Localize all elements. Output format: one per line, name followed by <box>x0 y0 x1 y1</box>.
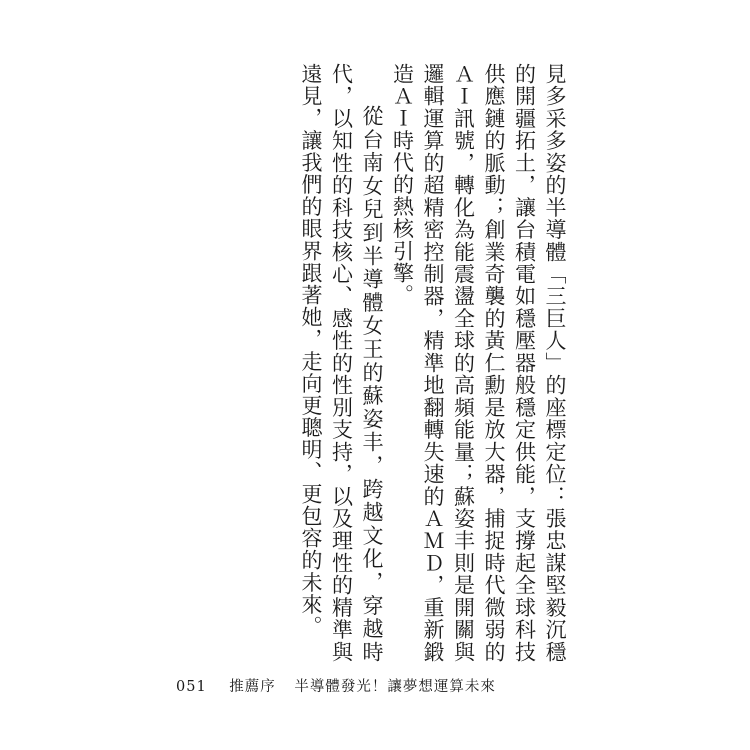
page-number: 051 <box>176 679 207 695</box>
running-title: 半導體發光！讓夢想運算未來 <box>294 679 496 695</box>
paragraph-2: 從台南女兒到半導體女王的蘇姿丰，跨越文化，穿越時代，以知性的科技核心、感性的性別支持，以及理性的精準與遠見，讓我們的眼界跟著她，走向更聰明、更包容的未來。 <box>299 63 384 663</box>
body-text <box>296 63 571 663</box>
page-footer <box>176 675 496 696</box>
paragraph-1: 見多采多姿的半導體「三巨人」的座標定位：張忠謀堅毅沉穩的開疆拓土，讓台積電如穩壓器般穩定供能，支撐起全球科技供應鏈的脈動；創業奇襲的黃仁勳是放大器，捕捉時代微弱的ＡＩ訊號，轉化為能震盪全球的高頻能量；蘇姿丰則是開關與邏輯運算的超精密控制器，精準地翻轉失速的ＡＭＤ，重新鍛造ＡＩ時代的熱核引擎。 <box>390 63 567 663</box>
section-label: 推薦序 <box>229 679 276 695</box>
